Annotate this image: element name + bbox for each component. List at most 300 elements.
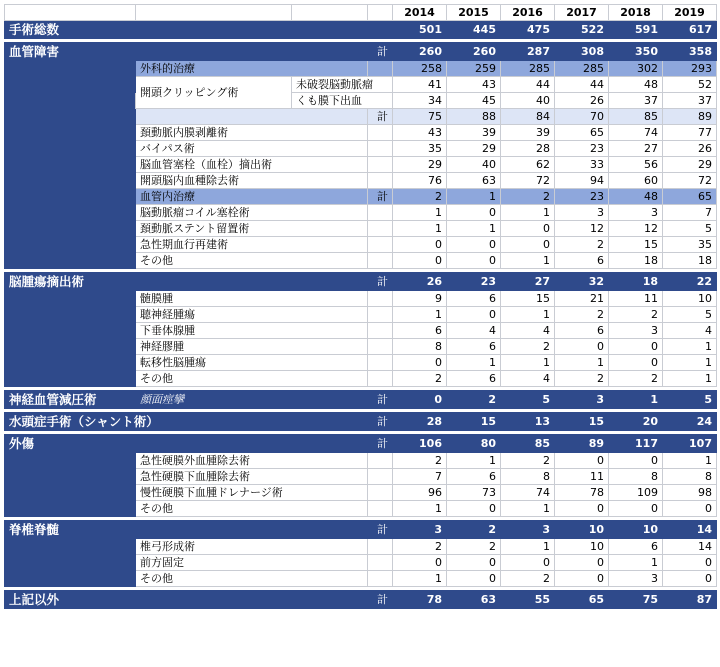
value-cell: 39 [447,125,501,141]
item-blank [368,291,393,307]
item-blank [368,141,393,157]
value-cell: 6 [555,323,609,339]
value-cell: 21 [555,291,609,307]
value-cell: 18 [609,273,663,291]
value-cell: 617 [663,21,717,39]
value-cell: 0 [393,253,447,269]
side-bar [5,453,136,469]
value-cell: 10 [555,539,609,555]
value-cell: 501 [393,21,447,39]
side-bar [5,237,136,253]
table-row [5,501,717,517]
value-cell: 0 [447,205,501,221]
year-header: 2015 [447,5,501,21]
header-blank [5,5,136,21]
value-cell: 78 [555,485,609,501]
value-cell: 0 [609,355,663,371]
value-cell: 41 [393,77,447,93]
category-sublabel [136,43,292,61]
value-cell: 591 [609,21,663,39]
item-blank [368,307,393,323]
value-cell: 106 [393,435,447,453]
value-cell: 1 [501,539,555,555]
value-cell: 1 [663,453,717,469]
value-cell: 15 [555,413,609,431]
surgery-statistics-table [4,4,717,609]
side-bar [5,371,136,387]
item-blank [368,157,393,173]
value-cell: 1 [447,189,501,205]
item-label: 前方固定 [136,555,368,571]
value-cell: 1 [393,501,447,517]
item-label: その他 [136,501,368,517]
value-cell: 1 [663,355,717,371]
value-cell: 98 [663,485,717,501]
value-cell: 8 [609,469,663,485]
category-blank [292,273,368,291]
table-row [5,339,717,355]
header-blank [292,5,368,21]
subtotal-blank [136,109,368,125]
value-cell: 24 [663,413,717,431]
value-cell: 44 [501,77,555,93]
category-label: 外傷 [5,435,136,453]
value-cell: 5 [663,307,717,323]
table-row [5,323,717,339]
value-cell: 89 [555,435,609,453]
value-cell: 28 [393,413,447,431]
value-cell: 2 [393,189,447,205]
value-cell: 285 [501,61,555,77]
table-row [5,307,717,323]
value-cell: 107 [663,435,717,453]
table-row [5,109,717,125]
side-bar [5,141,136,157]
value-cell: 26 [393,273,447,291]
value-cell: 2 [393,371,447,387]
value-cell: 14 [663,521,717,539]
item-label: その他 [136,571,368,587]
item-label: 下垂体腺腫 [136,323,368,339]
value-cell: 37 [663,93,717,109]
value-cell: 6 [393,323,447,339]
value-cell: 0 [555,501,609,517]
side-bar [5,157,136,173]
item-blank [368,371,393,387]
value-cell: 109 [609,485,663,501]
value-cell: 32 [555,273,609,291]
value-cell: 72 [501,173,555,189]
value-cell: 522 [555,21,609,39]
value-cell: 70 [555,109,609,125]
item-blank [368,571,393,587]
value-cell: 1 [393,205,447,221]
year-header: 2016 [501,5,555,21]
year-header: 2018 [609,5,663,21]
side-bar [5,539,136,555]
value-cell: 10 [555,521,609,539]
table-row [5,61,717,77]
value-cell: 43 [393,125,447,141]
value-cell: 1 [447,355,501,371]
value-cell: 0 [663,571,717,587]
item-label: 脳動脈瘤コイル塞栓術 [136,205,368,221]
value-cell: 7 [663,205,717,221]
value-cell: 6 [555,253,609,269]
item-label: 転移性脳腫瘍 [136,355,368,371]
value-cell: 0 [447,307,501,323]
item-label: 頚動脈ステント留置術 [136,221,368,237]
side-bar [5,339,136,355]
side-bar [5,469,136,485]
table-row [5,205,717,221]
item-label: 頚動脈内膜剥離術 [136,125,368,141]
value-cell: 94 [555,173,609,189]
value-cell: 26 [663,141,717,157]
total-label: 計 [368,591,393,609]
value-cell: 1 [393,571,447,587]
value-cell: 2 [555,237,609,253]
value-cell: 3 [501,521,555,539]
item-blank [368,485,393,501]
total-label: 計 [368,109,393,125]
table-row [5,125,717,141]
value-cell: 2 [393,453,447,469]
value-cell: 2 [501,189,555,205]
category-label: 手術総数 [5,21,136,39]
value-cell: 35 [393,141,447,157]
value-cell: 1 [663,371,717,387]
total-label: 計 [368,273,393,291]
item-blank [368,501,393,517]
item-label: 椎弓形成術 [136,539,368,555]
value-cell: 1 [609,391,663,409]
value-cell: 60 [609,173,663,189]
value-cell: 4 [663,323,717,339]
value-cell: 2 [555,307,609,323]
side-bar [5,355,136,371]
value-cell: 8 [501,469,555,485]
total-label: 計 [368,521,393,539]
value-cell: 12 [555,221,609,237]
category-blank [292,521,368,539]
value-cell: 8 [663,469,717,485]
table-row [5,273,717,291]
value-cell: 475 [501,21,555,39]
value-cell: 85 [609,109,663,125]
value-cell: 4 [501,371,555,387]
item-label: 急性硬膜下血腫除去術 [136,469,368,485]
side-bar [5,221,136,237]
value-cell: 27 [609,141,663,157]
side-bar [5,485,136,501]
value-cell: 62 [501,157,555,173]
table-row [5,391,717,409]
value-cell: 20 [609,413,663,431]
value-cell: 3 [609,205,663,221]
value-cell: 3 [609,571,663,587]
table-row [5,157,717,173]
side-bar [5,253,136,269]
total-label: 計 [368,435,393,453]
item-label: バイパス術 [136,141,368,157]
value-cell: 29 [447,141,501,157]
category-sublabel [136,273,292,291]
value-cell: 33 [555,157,609,173]
value-cell: 1 [447,221,501,237]
value-cell: 2 [393,539,447,555]
category-sublabel [136,21,292,39]
group-label: 外科的治療 [136,61,368,77]
category-blank [292,21,368,39]
table-row [5,435,717,453]
side-bar [5,501,136,517]
value-cell: 0 [609,453,663,469]
category-label: 脳腫瘍摘出術 [5,273,136,291]
header-blank [136,5,292,21]
value-cell: 0 [609,501,663,517]
value-cell: 1 [609,555,663,571]
value-cell: 2 [501,571,555,587]
value-cell: 22 [663,273,717,291]
value-cell: 11 [555,469,609,485]
value-cell: 23 [555,141,609,157]
value-cell: 56 [609,157,663,173]
table-row [5,413,717,431]
table-row [5,555,717,571]
value-cell: 445 [447,21,501,39]
total-label: 計 [368,391,393,409]
side-bar [5,109,136,125]
side-bar [5,77,136,93]
side-bar [5,571,136,587]
value-cell: 2 [555,371,609,387]
side-bar [5,125,136,141]
category-label: 上記以外 [5,591,136,609]
value-cell: 0 [393,237,447,253]
value-cell: 5 [663,221,717,237]
table-row [5,237,717,253]
value-cell: 1 [501,205,555,221]
item-label: 神経膠腫 [136,339,368,355]
value-cell: 3 [555,205,609,221]
value-cell: 63 [447,173,501,189]
value-cell: 65 [663,189,717,205]
category-sublabel: 顔面痙攣 [136,391,292,409]
table-row [5,5,717,21]
item-label: その他 [136,253,368,269]
category-sublabel [136,521,292,539]
item-label: 急性硬膜外血腫除去術 [136,453,368,469]
value-cell: 1 [501,253,555,269]
table-row [5,591,717,609]
table-row [5,221,717,237]
value-cell: 0 [501,237,555,253]
item-blank [368,539,393,555]
value-cell: 39 [501,125,555,141]
value-cell: 1 [663,339,717,355]
table-row [5,43,717,61]
value-cell: 75 [393,109,447,125]
total-label: 計 [368,43,393,61]
value-cell: 63 [447,591,501,609]
value-cell: 2 [609,307,663,323]
item-blank [368,205,393,221]
value-cell: 88 [447,109,501,125]
side-bar [5,93,136,109]
value-cell: 35 [663,237,717,253]
item-label: 髄膜腫 [136,291,368,307]
value-cell: 52 [663,77,717,93]
value-cell: 28 [501,141,555,157]
value-cell: 350 [609,43,663,61]
value-cell: 2 [501,339,555,355]
value-cell: 18 [663,253,717,269]
value-cell: 0 [609,339,663,355]
group-label: 血管内治療 [136,189,368,205]
category-label: 血管障害 [5,43,136,61]
value-cell: 6 [447,291,501,307]
item-blank [368,355,393,371]
value-cell: 2 [447,521,501,539]
year-header: 2017 [555,5,609,21]
value-cell: 0 [555,339,609,355]
side-bar [5,307,136,323]
item-blank [368,323,393,339]
value-cell: 34 [393,93,447,109]
item-label: 脳血管塞栓（血栓）摘出術 [136,157,368,173]
value-cell: 1 [501,355,555,371]
value-cell: 74 [609,125,663,141]
value-cell: 74 [501,485,555,501]
value-cell: 85 [501,435,555,453]
value-cell: 285 [555,61,609,77]
value-cell: 0 [447,501,501,517]
value-cell: 40 [501,93,555,109]
value-cell: 77 [663,125,717,141]
value-cell: 76 [393,173,447,189]
value-cell: 40 [447,157,501,173]
value-cell: 1 [501,501,555,517]
value-cell: 65 [555,125,609,141]
value-cell: 18 [609,253,663,269]
value-cell: 80 [447,435,501,453]
value-cell: 89 [663,109,717,125]
side-bar [5,323,136,339]
item-label: 聴神経腫瘍 [136,307,368,323]
category-blank [292,435,368,453]
item-blank [368,221,393,237]
value-cell: 5 [663,391,717,409]
value-cell: 0 [555,453,609,469]
total-label: 計 [368,413,393,431]
category-label: 神経血管減圧術 [5,391,136,409]
value-cell: 1 [555,355,609,371]
table-row [5,77,717,93]
value-cell: 65 [555,591,609,609]
value-cell: 84 [501,109,555,125]
value-cell: 48 [609,77,663,93]
item-blank [368,125,393,141]
value-cell: 7 [393,469,447,485]
table-row [5,93,717,109]
sub-item-label: 未破裂脳動脈瘤 [292,77,393,93]
value-cell: 87 [663,591,717,609]
table-row [5,141,717,157]
side-bar [5,291,136,307]
category-label: 脊椎脊髄 [5,521,136,539]
value-cell: 45 [447,93,501,109]
category-blank [292,391,368,409]
table-row [5,189,717,205]
value-cell: 2 [447,391,501,409]
value-cell: 0 [501,555,555,571]
table-row [5,21,717,39]
side-bar [5,555,136,571]
value-cell: 8 [393,339,447,355]
value-cell: 0 [555,555,609,571]
value-cell: 260 [393,43,447,61]
table-row [5,253,717,269]
value-cell: 4 [501,323,555,339]
value-cell: 0 [393,555,447,571]
value-cell: 0 [447,571,501,587]
value-cell: 23 [447,273,501,291]
table-row [5,485,717,501]
value-cell: 1 [447,453,501,469]
value-cell: 302 [609,61,663,77]
item-blank [368,253,393,269]
value-cell: 78 [393,591,447,609]
table-row [5,521,717,539]
item-blank [368,469,393,485]
category-sublabel [136,435,292,453]
value-cell: 9 [393,291,447,307]
value-cell: 55 [501,591,555,609]
side-bar [5,61,136,77]
value-cell: 0 [501,221,555,237]
category-blank [292,43,368,61]
value-cell: 15 [609,237,663,253]
value-cell: 75 [609,591,663,609]
value-cell: 260 [447,43,501,61]
value-cell: 10 [609,521,663,539]
value-cell: 6 [447,371,501,387]
value-cell: 6 [447,339,501,355]
value-cell: 96 [393,485,447,501]
item-blank [368,237,393,253]
item-blank [368,453,393,469]
value-cell: 10 [663,291,717,307]
item-blank [368,173,393,189]
item-label: 開頭脳内血種除去術 [136,173,368,189]
value-cell: 4 [447,323,501,339]
value-cell: 12 [609,221,663,237]
table-row [5,571,717,587]
value-cell: 72 [663,173,717,189]
side-bar [5,205,136,221]
value-cell: 308 [555,43,609,61]
value-cell: 0 [663,501,717,517]
item-label: 慢性硬膜下血腫ドレナージ術 [136,485,368,501]
item-label: 開頭クリッピング術 [136,77,292,109]
value-cell: 73 [447,485,501,501]
table-row [5,291,717,307]
total-label [368,61,393,77]
value-cell: 287 [501,43,555,61]
side-bar [5,173,136,189]
value-cell: 26 [555,93,609,109]
